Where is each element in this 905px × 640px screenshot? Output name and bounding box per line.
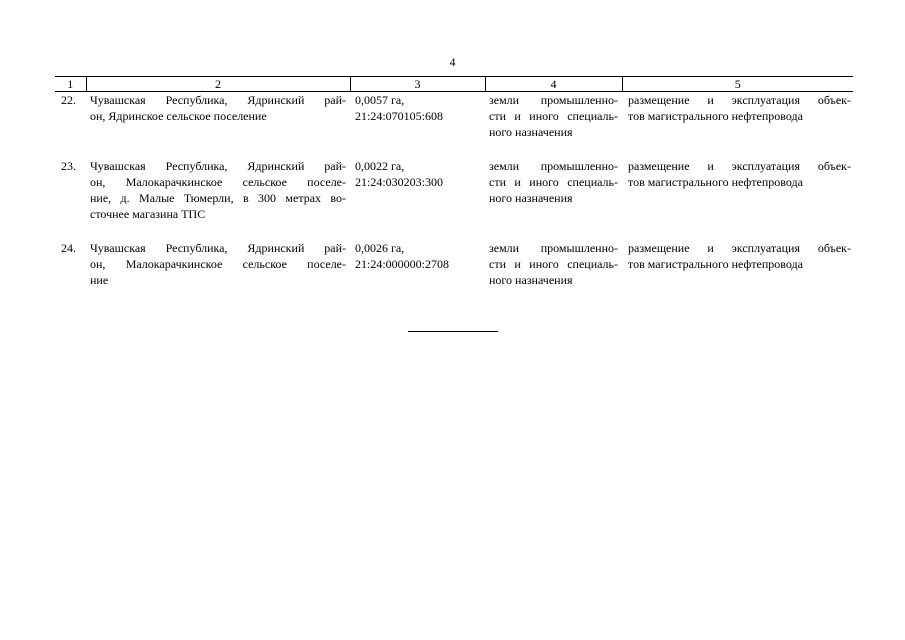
address-line: он, Ядринское сельское поселение [90,109,267,123]
table-body [55,92,853,289]
table-header [55,77,853,92]
table-row [55,92,853,141]
table-row [55,240,853,288]
category-line: сти и иного специаль- [489,109,618,123]
address-line: Чувашская Республика, Ядринский рай- [90,241,346,255]
land-plots-table [55,76,853,288]
area-line: 0,0026 га, [355,241,405,255]
address-line: он, Малокарачкинское сельское поселе- [90,257,346,271]
cadastral-number: 21:24:000000:2708 [355,257,450,271]
row-area [350,92,485,141]
category-line: земли промышленно- [489,159,618,173]
address-line: ние [90,273,109,287]
header-row [55,77,853,92]
cadastral-number: 21:24:030203:300 [355,175,444,189]
header-col-1: 1 [55,77,86,92]
usage-line: тов магистрального нефтепровода [628,257,803,271]
row-area [350,240,485,288]
usage-line: размещение и эксплуатация объек- [628,93,851,107]
header-col-2: 2 [86,77,350,92]
category-line: сти и иного специаль- [489,257,618,271]
row-usage [622,158,853,222]
address-line: Чувашская Республика, Ядринский рай- [90,159,346,173]
row-number: 24. [61,241,76,255]
row-land-category [485,158,622,222]
row-number: 22. [61,93,76,107]
category-line: земли промышленно- [489,241,618,255]
header-col-4: 4 [485,77,622,92]
closing-divider [408,331,498,332]
row-land-category [485,92,622,141]
row-usage [622,92,853,141]
row-spacer-cell [55,140,853,158]
area-line: 0,0022 га, [355,159,405,173]
usage-line: тов магистрального нефтепровода [628,175,803,189]
row-area [350,158,485,222]
address-line: Чувашская Республика, Ядринский рай- [90,93,346,107]
category-line: ного назначения [489,273,573,287]
row-address [86,240,350,288]
row-spacer [55,140,853,158]
address-line: он, Малокарачкинское сельское поселе- [90,175,346,189]
category-line: ного назначения [489,125,573,139]
area-line: 0,0057 га, [355,93,405,107]
row-address [86,158,350,222]
cadastral-number: 21:24:070105:608 [355,109,444,123]
header-col-5: 5 [622,77,853,92]
page-number: 4 [449,55,456,69]
address-line: ние, д. Малые Тюмерли, в 300 метрах во- [90,191,346,205]
category-line: ного назначения [489,191,573,205]
row-address [86,92,350,141]
row-land-category [485,240,622,288]
row-spacer [55,222,853,240]
row-number: 23. [61,159,76,173]
usage-line: тов магистрального нефтепровода [628,109,803,123]
table-row [55,158,853,222]
category-line: сти и иного специаль- [489,175,618,189]
header-col-3: 3 [350,77,485,92]
usage-line: размещение и эксплуатация объек- [628,241,851,255]
row-spacer-cell [55,222,853,240]
address-line: сточнее магазина ТПС [90,207,206,221]
row-usage [622,240,853,288]
usage-line: размещение и эксплуатация объек- [628,159,851,173]
category-line: земли промышленно- [489,93,618,107]
